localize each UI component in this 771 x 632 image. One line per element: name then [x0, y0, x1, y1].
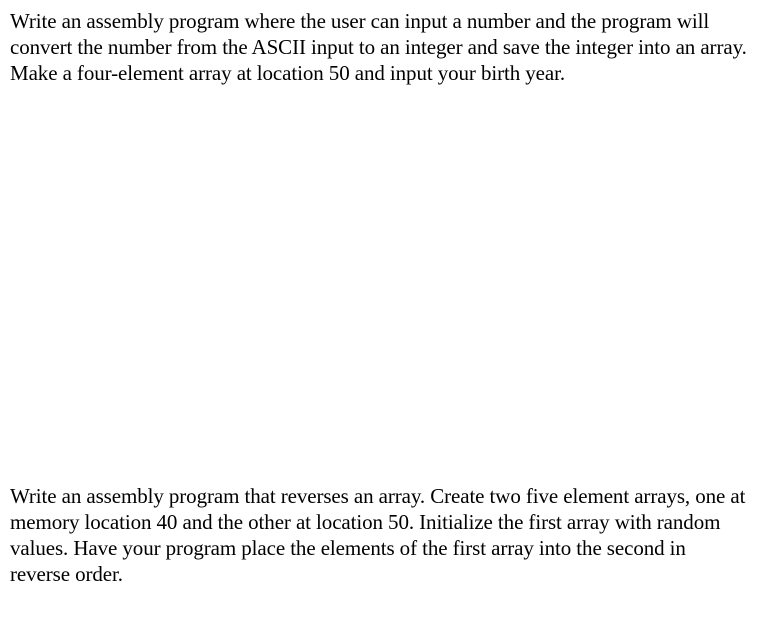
question-reverse-array: Write an assembly program that reverses an array. Create two five element arrays, one at memory location 40 and the other at location 50. Initialize the first array with random values. Have your program place the elements of the first array into the second in reverse order. — [10, 484, 746, 586]
question-ascii-to-integer: Write an assembly program where the user can input a number and the program will convert the number from the ASCII input to an integer and save the integer into an array. Make a four-element array at location 50 and input your birth year. — [10, 9, 747, 85]
